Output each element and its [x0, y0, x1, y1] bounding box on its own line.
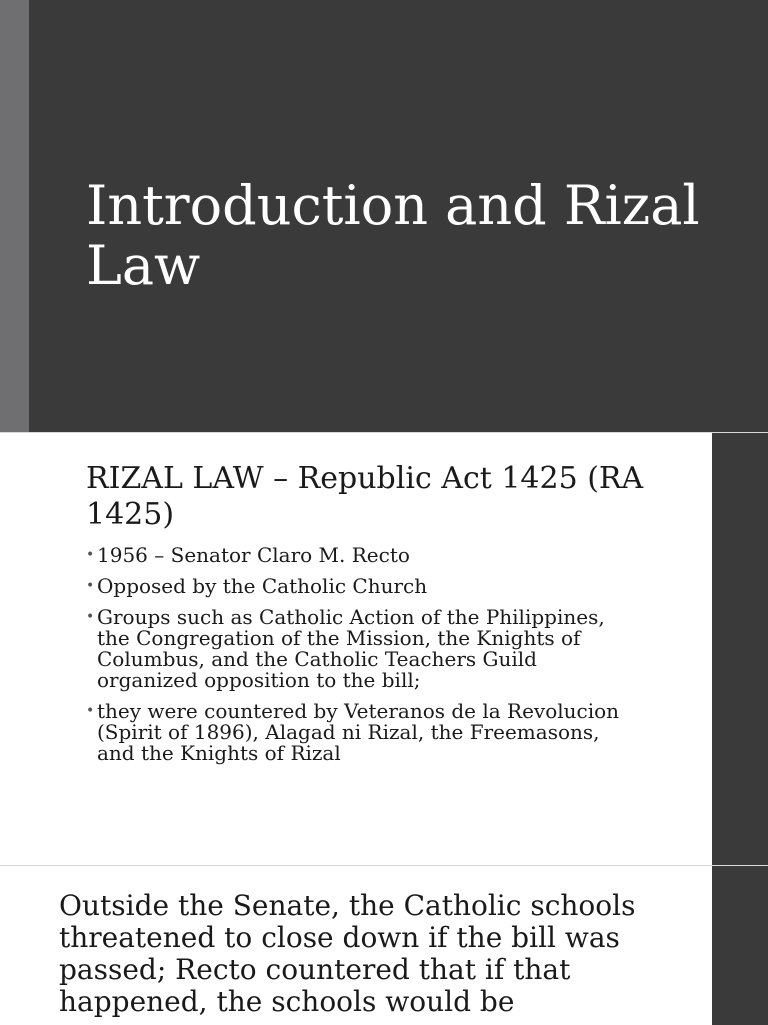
bullet-icon: • — [86, 547, 95, 563]
list-item-text: they were countered by Veteranos de la Revolucion (Spirit of 1896), Alagad ni Rizal, the Freemasons, and the Knights of Rizal — [97, 699, 620, 765]
list-item-text: Opposed by the Catholic Church — [97, 574, 428, 598]
senate-slide — [0, 865, 768, 1025]
slide-accent-bar — [0, 0, 29, 432]
list-item — [86, 545, 626, 566]
slide-side-bar — [712, 433, 768, 865]
slide-title: Introduction and Rizal Law — [86, 174, 700, 297]
bullet-icon: • — [86, 609, 95, 625]
list-item — [86, 607, 626, 691]
slide-body-text: Outside the Senate, the Catholic schools threatened to close down if the bill was passed; Recto countered that if that happened, the schools would be — [59, 889, 636, 1018]
bullet-list — [86, 545, 626, 774]
slide-side-bar — [712, 866, 768, 1025]
bullet-icon: • — [86, 578, 95, 594]
list-item-text: 1956 – Senator Claro M. Recto — [97, 543, 410, 567]
bullet-icon: • — [86, 703, 95, 719]
list-item — [86, 701, 626, 764]
list-item — [86, 576, 626, 597]
rizal-law-slide — [0, 432, 768, 865]
slide-heading: RIZAL LAW – Republic Act 1425 (RA 1425) — [86, 461, 644, 532]
list-item-text: Groups such as Catholic Action of the Philippines, the Congregation of the Mission, the Knights of Columbus, and the Catholic Teachers Guild organized opposition to the bill; — [97, 605, 605, 692]
title-slide — [0, 0, 768, 432]
